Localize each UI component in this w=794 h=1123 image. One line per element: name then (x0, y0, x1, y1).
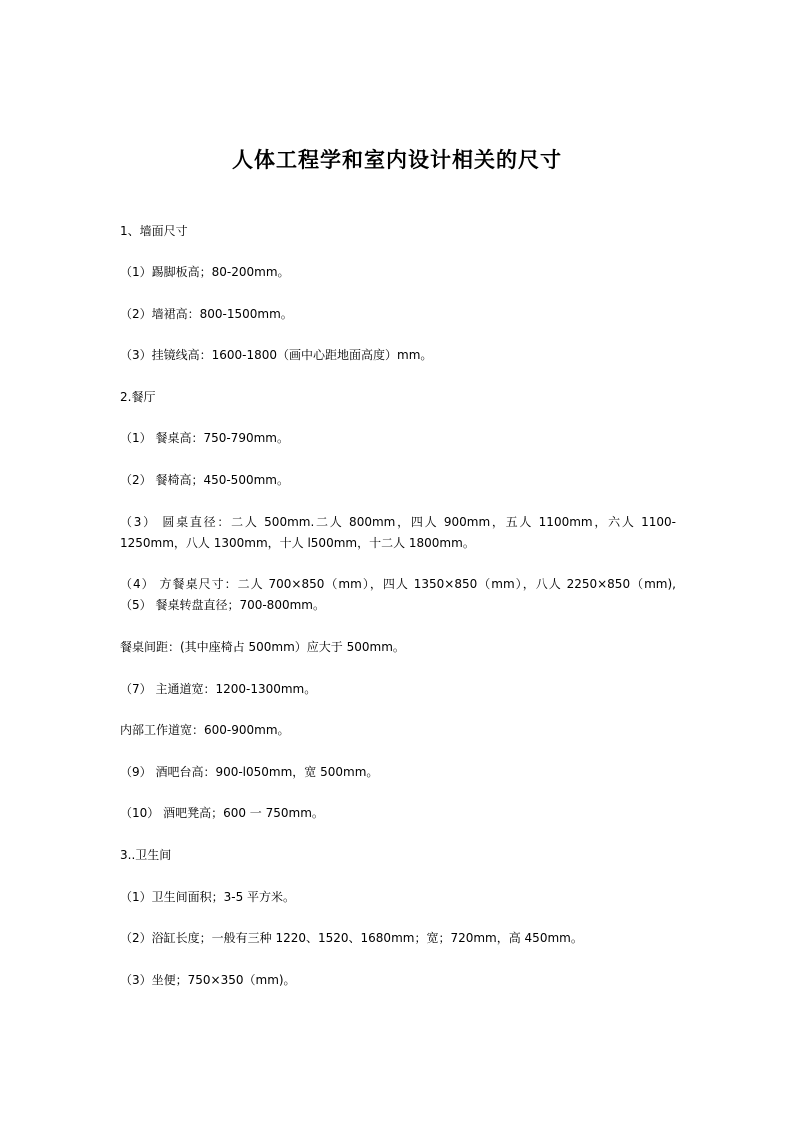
section-heading-dining: 2.餐厅 (120, 390, 156, 404)
list-item: （10） 酒吧凳高；600 一 750mm。 (120, 806, 324, 820)
list-item: （7） 主通道宽：1200-1300mm。 (120, 682, 317, 696)
list-item: （2）浴缸长度；一般有三种 1220、1520、1680mm；宽；720mm，高 450mm。 (120, 931, 583, 945)
list-item: （2）墙裙高：800-1500mm。 (120, 307, 293, 321)
list-item: （4） 方餐桌尺寸：二人 700×850（mm），四人 1350×850（mm），八人 2250×850（mm),（5） 餐桌转盘直径；700-800mm。 (120, 577, 676, 612)
list-item: （1） 餐桌高：750-790mm。 (120, 431, 289, 445)
list-item: 内部工作道宽：600-900mm。 (120, 723, 290, 737)
list-item: （1）卫生间面积；3-5 平方米。 (120, 890, 296, 904)
list-item: （9） 酒吧台高：900-l050mm，宽 500mm。 (120, 765, 379, 779)
list-item: （1）踢脚板高；80-200mm。 (120, 265, 290, 279)
list-item: 餐桌间距：(其中座椅占 500mm）应大于 500mm。 (120, 640, 405, 654)
section-heading-bathroom: 3..卫生间 (120, 848, 172, 862)
list-item: （3） 圆桌直径：二人 500mm.二人 800mm，四人 900mm，五人 1100mm，六人 1100-1250mm，八人 1300mm，十人 l500mm，十二人 1800mm。 (120, 515, 676, 550)
list-item: （3）坐便；750×350（mm)。 (120, 973, 296, 987)
document-title: 人体工程学和室内设计相关的尺寸 (232, 148, 562, 172)
list-item: （3）挂镜线高：1600-1800（画中心距地面高度）mm。 (120, 348, 433, 362)
list-item: （2） 餐椅高；450-500mm。 (120, 473, 289, 487)
section-heading-wall: 1、墙面尺寸 (120, 224, 188, 238)
